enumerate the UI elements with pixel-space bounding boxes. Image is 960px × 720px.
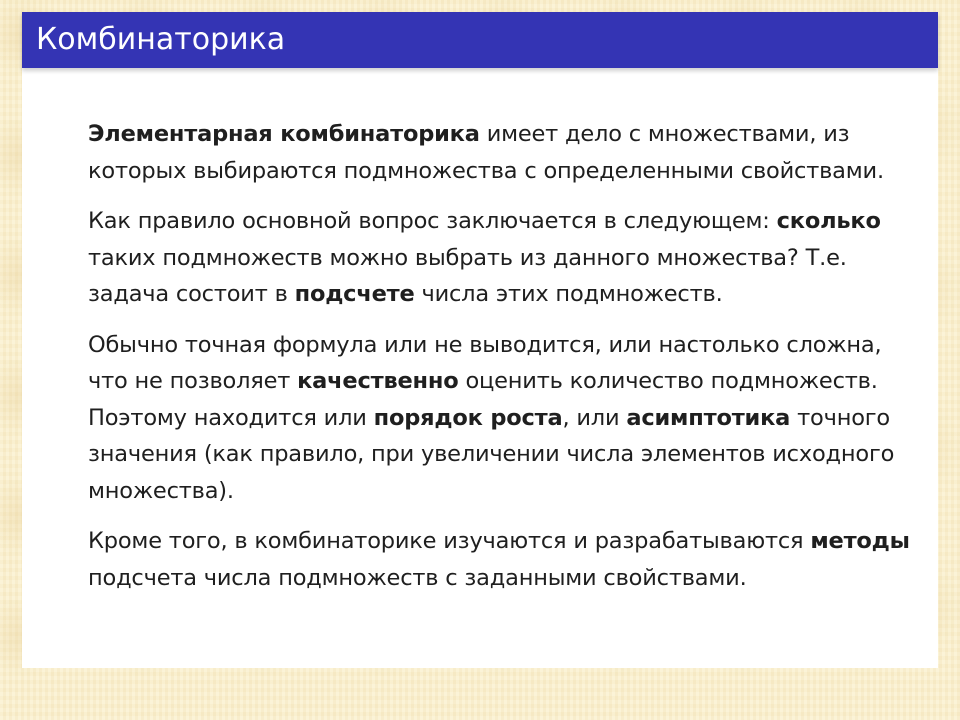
paragraph-4-text-1: Кроме того, в комбинаторике изучаются и разрабатываются <box>88 528 811 554</box>
slide-content <box>88 116 918 610</box>
paragraph-3-text-2: оценить количество подмножеств. Поэтому находится или <box>88 368 878 431</box>
term-how-many: сколько <box>776 208 881 234</box>
term-elementary-combinatorics: Элементарная комбинаторика <box>88 121 480 147</box>
paragraph-3-text-1: Обычно точная формула или не выводится, или настолько сложна, что не позволяет <box>88 331 882 394</box>
term-counting: подсчете <box>294 281 415 307</box>
paragraph-3-text-4: точного значения (как правило, при увеличении числа элементов исходного множества). <box>88 404 895 504</box>
term-methods: методы <box>810 528 910 554</box>
term-growth-order: порядок роста <box>373 404 563 431</box>
paragraph-1 <box>88 116 918 189</box>
slide <box>22 12 938 668</box>
paragraph-2-text-2: таких подмножеств можно выбрать из данного множества? Т.е. задача состоит в <box>88 244 847 307</box>
slide-title: Комбинаторика <box>36 22 286 57</box>
paragraph-4-text-2: подсчета числа подмножеств с заданными свойствами. <box>88 564 747 591</box>
paragraph-3 <box>88 327 918 510</box>
paragraph-2 <box>88 203 918 313</box>
paragraph-4 <box>88 523 918 596</box>
title-bar <box>22 12 938 68</box>
paragraph-2-text-3: числа этих подмножеств. <box>414 281 723 307</box>
term-asymptotics: асимптотика <box>626 404 791 431</box>
paragraph-1-text: имеет дело с множествами, из которых выбираются подмножества с определенными свойствами. <box>88 121 884 184</box>
term-qualitatively: качественно <box>297 368 459 394</box>
paragraph-2-text-1: Как правило основной вопрос заключается в следующем: <box>88 208 777 234</box>
paragraph-3-text-3: , или <box>562 404 627 431</box>
